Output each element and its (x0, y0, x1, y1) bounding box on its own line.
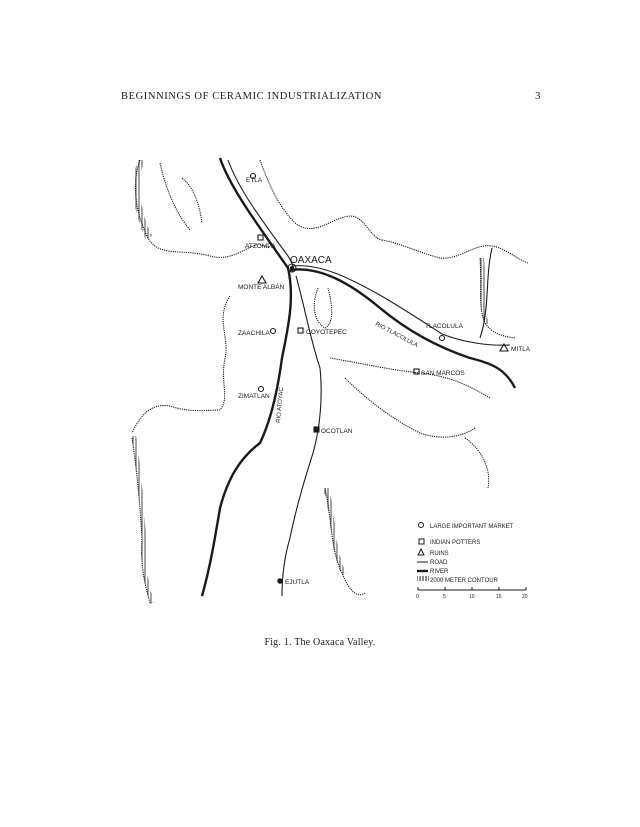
label-ocotlan: OCOTLAN (321, 428, 353, 435)
scale-tick-0: 0 (416, 594, 419, 600)
map-legend (416, 523, 528, 601)
running-title: BEGINNINGS OF CERAMIC INDUSTRIALIZATION (121, 91, 383, 102)
scale-bar (416, 587, 528, 600)
legend-river: RIVER (430, 569, 449, 575)
label-zimatlan: ZIMATLAN (238, 393, 270, 400)
oaxaca-valley-map (120, 148, 540, 618)
figure-caption: Fig. 1. The Oaxaca Valley. (264, 637, 376, 648)
scale-tick-10: 10 (469, 594, 475, 600)
legend-ruins-symbol (418, 549, 424, 555)
contour-west-valley (132, 296, 230, 433)
zaachila-marker (271, 329, 276, 334)
oaxaca-marker-dot (291, 267, 294, 270)
ocotlan-marker (314, 427, 319, 432)
label-monte-alban: MONTE ALBÁN (238, 284, 285, 291)
legend-ruins: RUINS (430, 551, 449, 557)
contour-lines (132, 160, 528, 603)
label-ejutla: EJUTLA (285, 579, 310, 586)
zimatlan-marker (259, 387, 264, 392)
label-rio-atoyac: RIO ATOYAC (276, 387, 286, 424)
legend-potters: INDIAN POTTERS (430, 540, 481, 546)
legend-contour: 2000 METER CONTOUR (430, 578, 498, 584)
page-number: 3 (535, 91, 541, 102)
contour-north-center (260, 160, 382, 240)
roads (228, 160, 510, 596)
label-tlacolula: TLACOLULA (425, 323, 463, 330)
contour-south-ridge (345, 378, 475, 437)
tlacolula-marker (440, 336, 445, 341)
rivers (202, 158, 515, 596)
scale-tick-20: 20 (522, 594, 528, 600)
scale-tick-5: 5 (443, 594, 446, 600)
monte-alban-marker (258, 276, 266, 283)
atzompa-marker (258, 235, 263, 240)
scale-tick-15: 15 (496, 594, 502, 600)
contour-east-ridge (480, 258, 515, 338)
map-symbols (251, 174, 509, 584)
san-marcos-marker (414, 369, 419, 374)
label-atzompa: ATZOMPA (245, 243, 276, 250)
contour-hachure-fill (132, 160, 489, 604)
label-mitla: MITLA (511, 346, 531, 353)
contour-center-hill (314, 288, 331, 328)
legend-market: LARGE IMPORTANT MARKET (430, 524, 514, 530)
label-coyotepec: COYOTEPEC (306, 329, 347, 336)
map-svg (120, 148, 540, 618)
label-oaxaca: OAXACA (290, 255, 332, 266)
label-etla: ETLA (246, 177, 263, 184)
running-head (121, 91, 541, 107)
legend-market-symbol (419, 523, 424, 528)
coyotepec-marker (298, 328, 303, 333)
river-atoyac (202, 158, 291, 596)
legend-contour-symbol (417, 576, 429, 581)
contour-san-marcos-ridge (330, 358, 490, 398)
contour-north-east (382, 240, 528, 263)
contour-southeast (465, 438, 489, 488)
contour-west-ridge (160, 163, 202, 230)
legend-road: ROAD (430, 560, 448, 566)
label-rio-tlacolula: RIO TLACOLULA (374, 321, 419, 349)
label-zaachila: ZAACHILA (238, 330, 270, 337)
label-san-marcos: SAN MARCOS (421, 370, 465, 377)
ejutla-marker (278, 579, 282, 583)
legend-potters-symbol (419, 539, 424, 544)
